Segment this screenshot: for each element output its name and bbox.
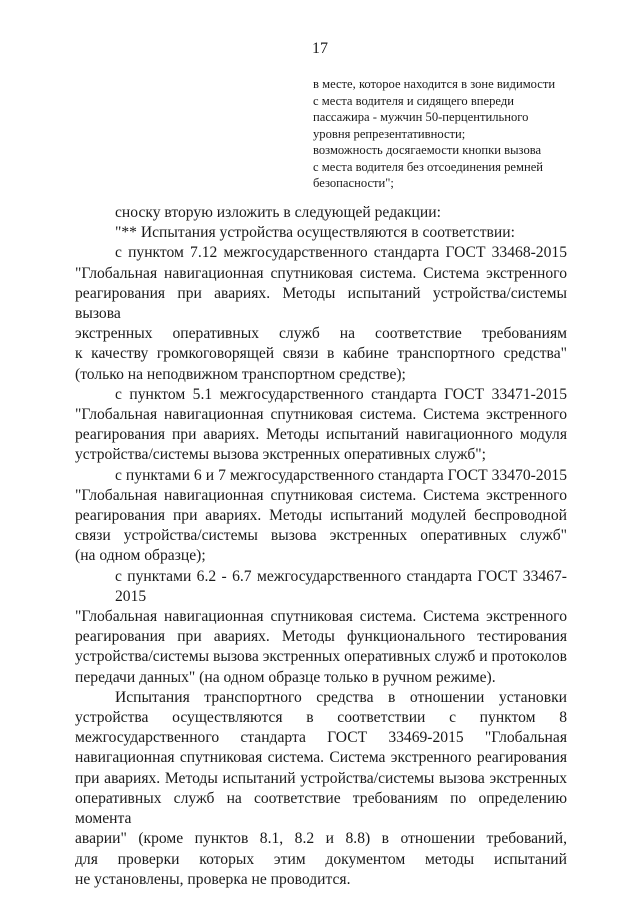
table-cell-line: безопасности"; [313,176,394,190]
paragraph-line: с пунктом 5.1 межгосударственного стандарта ГОСТ 33471-2015 [115,385,567,403]
table-cell-line: уровня репрезентативности; [313,126,466,141]
paragraph-line: реагирования при авариях. Методы функционального тестирования [75,628,567,646]
paragraph-line: реагирования при авариях. Методы испытаний модулей беспроводной [75,507,567,525]
paragraph-line: межгосударственного стандарта ГОСТ 33469-2015 "Глобальная [75,729,567,747]
paragraph-line: реагирования при авариях. Методы испытаний навигационного модуля [75,426,567,444]
paragraph-line: с пунктом 7.12 межгосударственного стандарта ГОСТ 33468-2015 [115,244,567,262]
paragraph-line: устройства осуществляются в соответствии с пунктом 8 [75,709,567,727]
paragraph-line: аварии" (кроме пунктов 8.1, 8.2 и 8.8) в отношении требований, [75,830,567,848]
table-cell-line: с места водителя без отсоединения ремней [313,159,544,174]
paragraph-line: "Глобальная навигационная спутниковая система. Система экстренного [75,406,567,424]
paragraph [75,223,567,243]
paragraph-line: с пунктами 6 и 7 межгосударственного стандарта ГОСТ 33470-2015 [115,466,567,484]
paragraph-line: (только на неподвижном транспортном средстве); [75,365,406,383]
paragraph [75,243,567,384]
paragraph-line: при авариях. Методы испытаний устройства/системы вызова экстренных [75,769,567,787]
paragraph-line: "Глобальная навигационная спутниковая система. Система экстренного [75,486,567,504]
paragraph-line: (на одном образце); [75,547,206,565]
paragraph-line: сноску вторую изложить в следующей редакции: [115,204,441,221]
paragraph-line: к качеству громкоговорящей связи в кабине транспортного средства" [75,345,567,363]
table-cell-line: в месте, которое находится в зоне видимости [313,77,556,91]
paragraph [75,466,567,567]
paragraph [75,567,567,688]
paragraph-line: связи устройства/системы вызова экстренных оперативных служб" [75,527,567,545]
paragraph-line: устройства/системы вызова экстренных оперативных служб"; [75,446,486,464]
paragraph-line: не установлены, проверка не проводится. [75,870,351,888]
paragraph-line: с пунктами 6.2 - 6.7 межгосударственного стандарта ГОСТ 33467-2015 [115,567,567,605]
paragraph-line: устройства/системы вызова экстренных оперативных служб и протоколов [75,648,567,666]
paragraph-line: "Глобальная навигационная спутниковая система. Система экстренного [75,608,567,626]
paragraph-line: "** Испытания устройства осуществляются в соответствии: [115,224,515,242]
paragraph-line: оперативных служб на соответствие требованиям по определению момента [75,789,567,828]
document-body [75,203,567,890]
paragraph-line: экстренных оперативных служб на соответствие требованиям [75,325,567,343]
table-cell-line: пассажира - мужчин 50-перцентильного [313,110,529,124]
paragraph [75,203,567,223]
paragraph-line: реагирования при авариях. Методы испытаний устройства/системы вызова [75,284,567,323]
paragraph-line: навигационная спутниковая система. Система экстренного реагирования [75,749,567,767]
table-cell-line: возможность досягаемости кнопки вызова [313,143,542,157]
paragraph-line: Испытания транспортного средства в отношении установки [115,688,567,706]
paragraph [75,385,567,466]
paragraph-line: "Глобальная навигационная спутниковая система. Система экстренного [75,264,567,282]
paragraph [75,688,567,890]
quoted-table-cell [313,76,583,192]
table-cell-line: с места водителя и сидящего впереди [313,93,515,108]
paragraph-line: передачи данных" (на одном образце только в ручном режиме). [75,668,496,686]
paragraph-line: для проверки которых этим документом методы испытаний [75,850,567,868]
page-number: 17 [312,40,328,57]
